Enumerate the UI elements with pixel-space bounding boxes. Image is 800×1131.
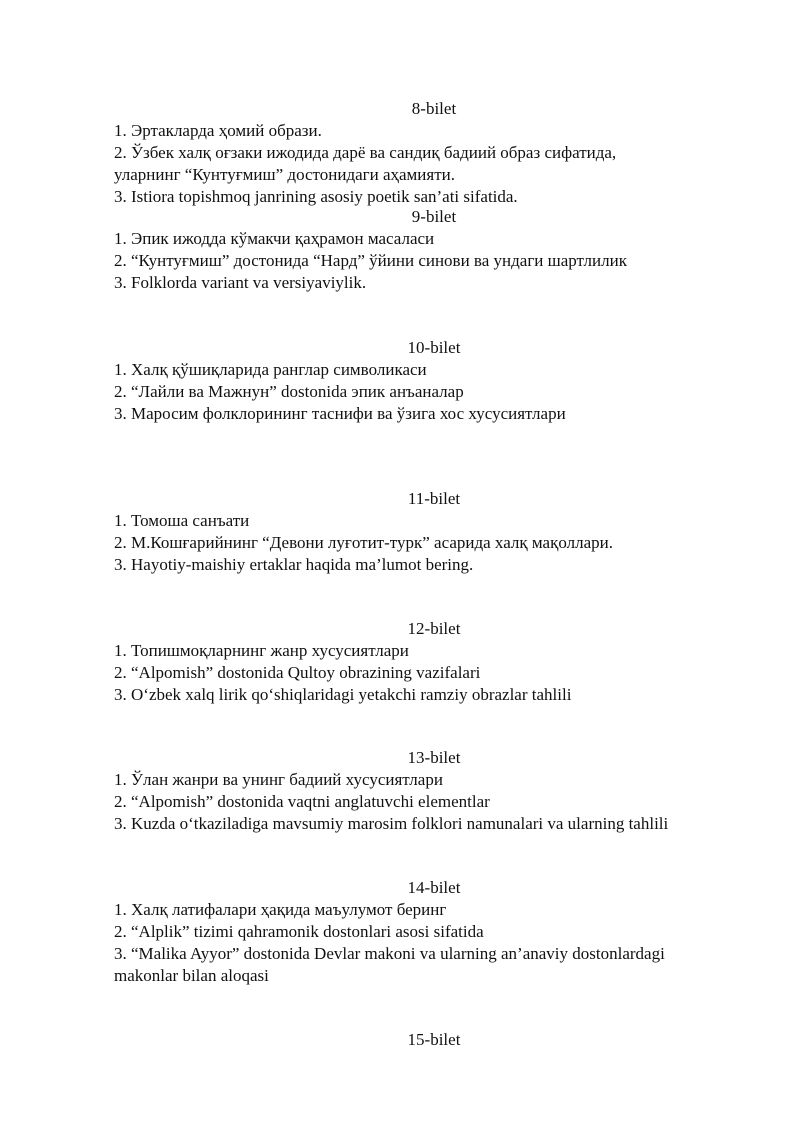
question-1: 1. Ўлан жанри ва унинг бадиий хусусиятлари [114, 770, 443, 789]
question-1: 1. Эртакларда ҳомий образи. [114, 121, 322, 140]
question-1: 1. Топишмоқларнинг жанр хусусиятлари [114, 641, 409, 660]
question-2-continued: уларнинг “Кунтуғмиш” достонидаги аҳамияти. [114, 165, 455, 184]
question-3: 3. O‘zbek xalq lirik qo‘shiqlaridagi yetakchi ramziy obrazlar tahlili [114, 685, 572, 704]
ticket-title: 13-bilet [407, 748, 461, 767]
ticket-title: 11-bilet [407, 489, 461, 508]
ticket-title: 14-bilet [407, 878, 461, 897]
question-2: 2. “Alpomish” dostonida vaqtni anglatuvchi elementlar [114, 792, 490, 811]
question-2: 2. М.Кошғарийнинг “Девони луғотит-турк” асарида халқ мақоллари. [114, 533, 613, 552]
question-3: 3. Istiora topishmoq janrining asosiy poetik san’ati sifatida. [114, 187, 518, 206]
question-1: 1. Халқ қўшиқларида ранглар символикаси [114, 360, 427, 379]
question-1: 1. Халқ латифалари ҳақида маъулумот беринг [114, 900, 447, 919]
question-3: 3. Hayotiy-maishiy ertaklar haqida ma’lumot bering. [114, 555, 474, 574]
ticket-8 [114, 98, 754, 208]
ticket-title: 15-bilet [407, 1030, 461, 1049]
question-3: 3. Folklorda variant va versiyaviylik. [114, 273, 367, 292]
question-1: 1. Эпик ижодда кўмакчи қаҳрамон масаласи [114, 229, 435, 248]
question-3-continued: makonlar bilan aloqasi [114, 966, 269, 985]
question-3: 3. Маросим фолклорининг таснифи ва ўзига хос хусусиятлари [114, 404, 566, 423]
question-2: 2. “Alplik” tizimi qahramonik dostonlari asosi sifatida [114, 922, 484, 941]
ticket-14 [114, 877, 754, 987]
ticket-11 [114, 488, 754, 576]
question-2: 2. Ўзбек халқ оғзаки ижодида дарё ва сандиқ бадиий образ сифатида, [114, 143, 617, 162]
ticket-title: 10-bilet [407, 338, 461, 357]
ticket-12 [114, 618, 754, 706]
ticket-title: 12-bilet [407, 619, 461, 638]
question-1: 1. Томоша санъати [114, 511, 250, 530]
question-2: 2. “Кунтуғмиш” достонида “Нард” ўйини синови ва ундаги шартлилик [114, 251, 627, 270]
ticket-15 [114, 1029, 754, 1051]
question-3: 3. Kuzda o‘tkaziladiga mavsumiy marosim folklori namunalari va ularning tahlili [114, 814, 669, 833]
ticket-title: 9-bilet [411, 207, 457, 226]
ticket-title: 8-bilet [411, 99, 457, 118]
question-3: 3. “Malika Ayyor” dostonida Devlar makoni va ularning an’anaviy dostonlardagi [114, 944, 665, 963]
ticket-13 [114, 747, 754, 835]
ticket-9 [114, 206, 754, 294]
ticket-10 [114, 337, 754, 425]
question-2: 2. “Alpomish” dostonida Qultoy obrazining vazifalari [114, 663, 481, 682]
question-2: 2. “Лайли ва Мажнун” dostonida эпик анъаналар [114, 382, 464, 401]
